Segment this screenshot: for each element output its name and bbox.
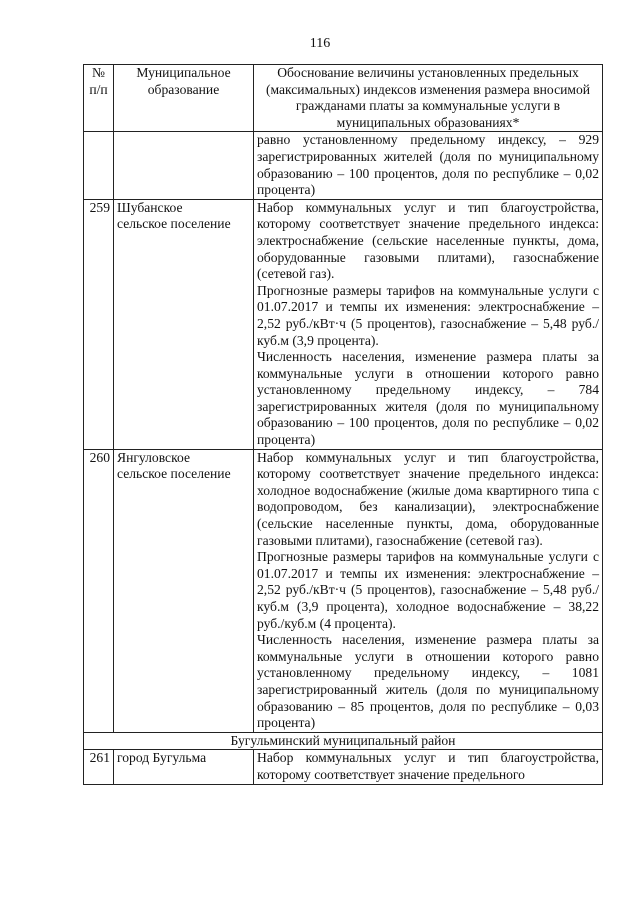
table-row-259 — [84, 199, 603, 449]
row-municipality: Шубанское сельское поселение — [114, 199, 254, 449]
row-number: 261 — [84, 750, 114, 784]
table-header-row — [84, 65, 603, 132]
row-number: 259 — [84, 199, 114, 449]
row-justification — [254, 750, 603, 784]
header-number: № п/п — [84, 65, 114, 132]
table-row-260 — [84, 449, 603, 732]
table-row-261 — [84, 750, 603, 784]
justification-paragraph: Численность населения, изменение размера платы за коммунальные услуги в отношении которого равно установленному предельному индексу, – 1081 зарегистрированный житель (доля по муниципальному образованию – 85 процентов, доля по республике – 0,03 процента) — [257, 632, 599, 731]
row-justification — [254, 199, 603, 449]
page-number: 116 — [309, 36, 331, 51]
district-heading: Бугульминский муниципальный район — [84, 732, 603, 750]
header-municipality: Муниципальное образование — [114, 65, 254, 132]
justification-paragraph: Набор коммунальных услуг и тип благоустройства, которому соответствует значение предельного индекса: электроснабжение (сельские населенные пункты, дома, оборудованные газовыми плитами), газоснабжение (сетевой газ). — [257, 199, 599, 282]
header-justification: Обоснование величины установленных предельных (максимальных) индексов изменения размера вносимой гражданами платы за коммунальные услуги в муниципальных образованиях* — [254, 65, 603, 132]
justification-paragraph: Прогнозные размеры тарифов на коммунальные услуги с 01.07.2017 и темпы их изменения: электроснабжение – 2,52 руб./кВт·ч (5 процентов), газоснабжение – 5,48 руб./куб.м (3,9 процента), холодное водоснабжение – 38,22 руб./куб.м (4 процента). — [257, 549, 599, 631]
continuation-municipality-cell — [114, 132, 254, 199]
row-municipality: город Бугульма — [114, 750, 254, 784]
justification-paragraph: Численность населения, изменение размера платы за коммунальные услуги в отношении которого равно установленному предельному индексу, – 784 зарегистрированных жителя (доля по муниципальному образованию – 100 процентов, доля по республике – 0,02 процента) — [257, 349, 599, 448]
continuation-row — [84, 132, 603, 199]
row-municipality: Янгуловское сельское поселение — [114, 449, 254, 732]
justification-paragraph: Набор коммунальных услуг и тип благоустройства, которому соответствует значение предельного — [257, 750, 599, 782]
justification-paragraph: Прогнозные размеры тарифов на коммунальные услуги с 01.07.2017 и темпы их изменения: электроснабжение – 2,52 руб./кВт·ч (5 процентов), газоснабжение – 5,48 руб./куб.м (3,9 процента). — [257, 282, 599, 348]
district-row — [84, 732, 603, 750]
continuation-num-cell — [84, 132, 114, 199]
row-justification — [254, 449, 603, 732]
justification-paragraph: равно установленному предельному индексу, – 929 зарегистрированных жителей (доля по муниципальному образованию – 100 процентов, доля по республике – 0,02 процента) — [257, 132, 599, 198]
row-number: 260 — [84, 449, 114, 732]
continuation-justification — [254, 132, 603, 199]
tariff-justification-table — [83, 64, 603, 785]
justification-paragraph: Набор коммунальных услуг и тип благоустройства, которому соответствует значение предельного индекса: холодное водоснабжение (жилые дома квартирного типа с водопроводом, без канализации), электроснабжение (сельские населенные пункты, дома, оборудованные газовыми плитами), газоснабжение (сетевой газ). — [257, 449, 599, 548]
